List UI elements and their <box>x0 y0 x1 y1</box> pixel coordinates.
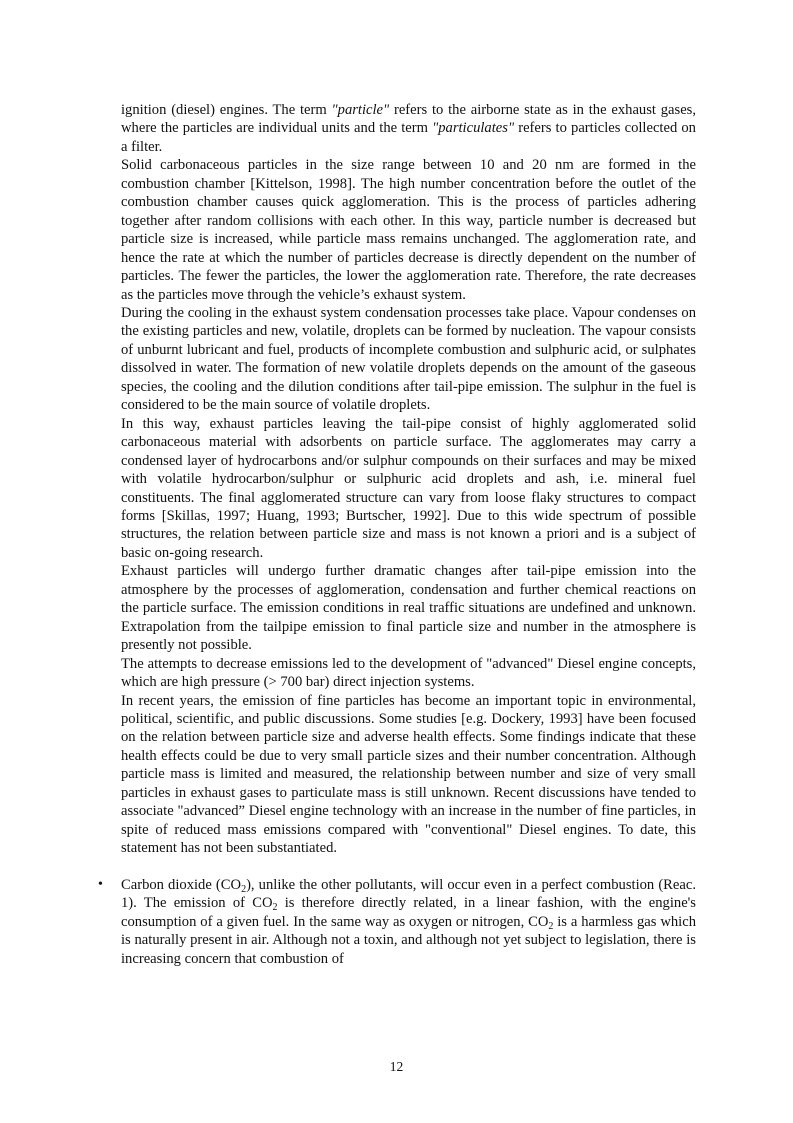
subscript: 2 <box>241 884 247 896</box>
bullet-text <box>121 876 696 968</box>
subscript: 2 <box>548 920 554 932</box>
text-run: refers to the airborne state as in the exhaust gases, where the particles are individual units and the term <box>121 102 696 137</box>
body-text <box>121 101 696 858</box>
text-run: refers to particles collected on a filter. <box>121 120 696 155</box>
subscript: 2 <box>272 902 278 914</box>
text-run: Solid carbonaceous particles in the size range between 10 and 20 nm are formed in the combustion chamber [Kittelson, 1998]. The high number concentration before the outlet of the combustion chamber causes quick agglomeration. This is the process of particles adhering together after random collisions with each other. In this way, particle number is decreased but particle size is increased, while particle mass remains unchanged. The agglomeration rate, and hence the rate at which the number of particles decrease is directly dependent on the number of particles. The fewer the particles, the lower the agglomeration rate. Therefore, the rate decreases as the particles move through the vehicle’s exhaust system. <box>121 157 696 303</box>
page-body <box>98 101 696 968</box>
text-run: is a harmless gas which is naturally present in air. Although not a toxin, and although not yet subject to legislation, there is increasing concern that combustion of <box>121 913 696 967</box>
text-run: During the cooling in the exhaust system condensation processes take place. Vapour condenses on the existing particles and new, volatile, droplets can be formed by nucleation. The vapour consists of unburnt lubricant and fuel, products of incomplete combustion and sulphuric acid, or sulphates dissolved in water. The formation of new volatile droplets depends on the amount of the gaseous species, the cooling and the dilution conditions after tail-pipe emission. The sulphur in the fuel is considered to be the main source of volatile droplets. <box>121 304 696 414</box>
paragraph <box>121 562 696 654</box>
bullet-marker: • <box>98 877 103 893</box>
bullet-item-co2 <box>98 876 696 968</box>
text-run: ignition (diesel) engines. The term <box>121 102 332 118</box>
italic-term: "particle" <box>331 102 390 118</box>
paragraph <box>121 692 696 858</box>
page-number: 12 <box>389 1059 404 1074</box>
text-run: The attempts to decrease emissions led to the development of "advanced" Diesel engine concepts, which are high pressure (> 700 bar) direct injection systems. <box>121 655 696 691</box>
paragraph <box>121 655 696 692</box>
text-run: In recent years, the emission of fine particles has become an important topic in environmental, political, scientific, and public discussions. Some studies [e.g. Dockery, 1993] have been focused on the relation between particle size and adverse health effects. Some findings indicate that these health effects could be due to very small particle sizes and their number concentration. Although particle mass is limited and measured, the relationship between number and size of very small particles in exhaust gases to particulate mass is still unknown. Recent discussions have tended to associate "advanced” Diesel engine technology with an increase in the number of fine particles, in spite of reduced mass emissions compared with "conventional" Diesel engines. To date, this statement has not been substantiated. <box>121 692 696 857</box>
text-run: Carbon dioxide (CO <box>121 877 242 894</box>
paragraph <box>121 304 696 415</box>
text-run: is therefore directly related, in a linear fashion, with the engine's consumption of a given fuel. In the same way as oxygen or nitrogen, CO <box>121 895 696 930</box>
paragraph <box>121 415 696 563</box>
text-run: Exhaust particles will undergo further dramatic changes after tail-pipe emission into the atmosphere by the processes of agglomeration, condensation and further chemical reactions on the particle surface. The emission conditions in real traffic situations are undefined and unknown. Extrapolation from the tailpipe emission to final particle size and number in the atmosphere is presently not possible. <box>121 563 696 654</box>
paragraph <box>121 156 696 304</box>
text-run: In this way, exhaust particles leaving the tail-pipe consist of highly agglomerated solid carbonaceous material with adsorbents on particle surface. The agglomerates may carry a condensed layer of hydrocarbons and/or sulphur compounds on their surfaces and may be mixed with volatile hydrocarbon/sulphur or sulphuric acid droplets and ash, i.e. mineral fuel constituents. The final agglomerated structure can vary from loose flaky structures to compact forms [Skillas, 1997; Huang, 1993; Burtscher, 1992]. Due to this wide spectrum of possible structures, the relation between particle size and mass is not known a priori and is a subject of basic on-going research. <box>121 415 696 561</box>
paragraph <box>121 101 696 156</box>
text-run: ), unlike the other pollutants, will occur even in a perfect combustion (Reac. 1). The emission of CO <box>121 877 696 912</box>
italic-term: "particulates" <box>432 120 515 137</box>
